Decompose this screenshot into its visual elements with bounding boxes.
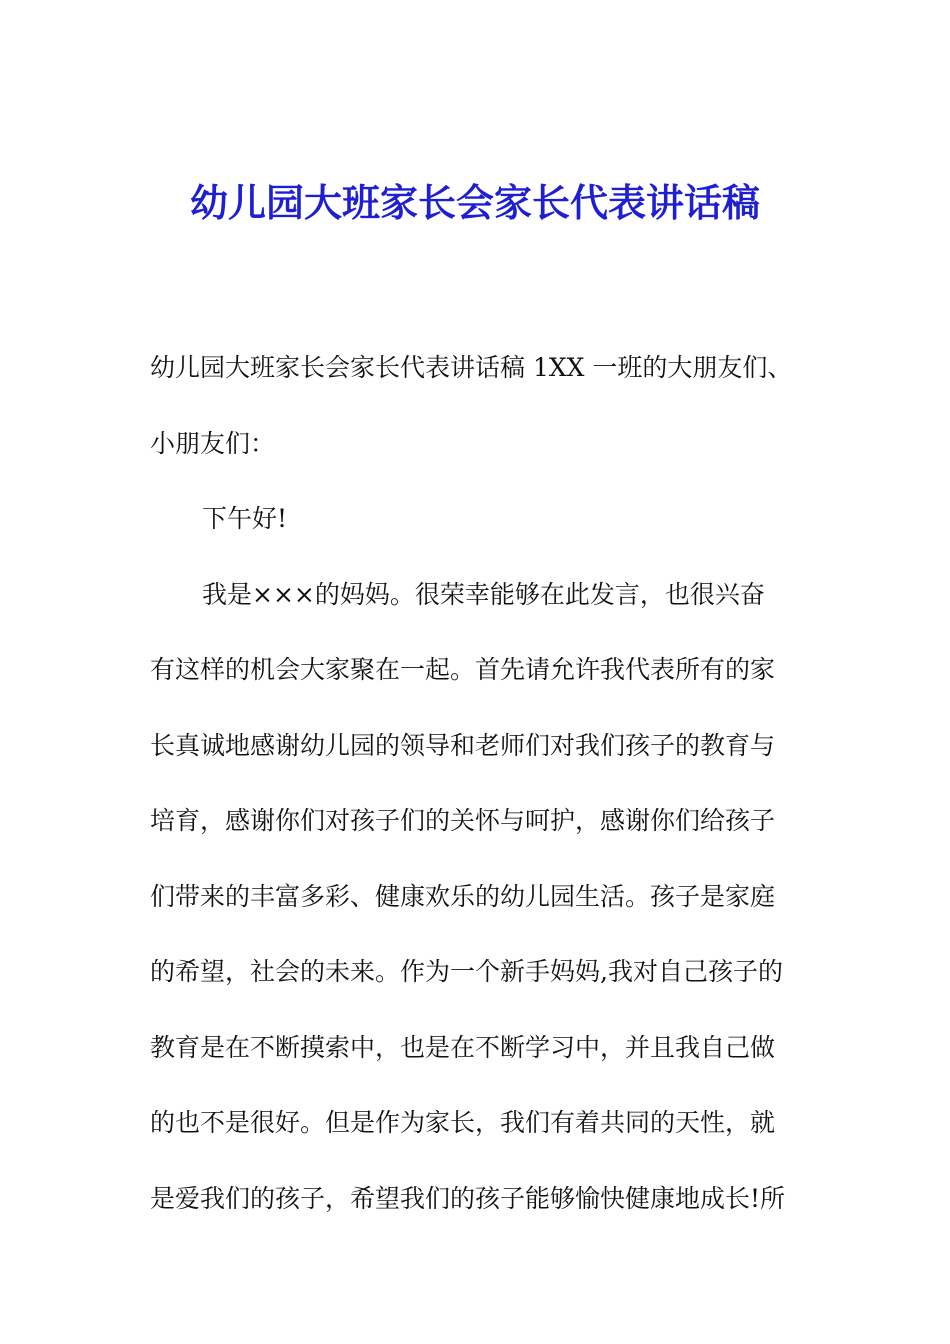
body-line: 的也不是很好。但是作为家长，我们有着共同的天性，就 <box>150 1108 776 1137</box>
body-line: 幼儿园大班家长会家长代表讲话稿 1XX 一班的大朋友们、 <box>150 353 793 382</box>
document-title: 幼儿园大班家长会家长代表讲话稿 <box>189 180 760 225</box>
body-line: 小朋友们： <box>150 428 276 458</box>
body-line: 有这样的机会大家聚在一起。首先请允许我代表所有的家 <box>150 655 776 684</box>
body-line: 是爱我们的孩子，希望我们的孩子能够愉快健康地成长!所 <box>150 1183 786 1213</box>
body-line: 们带来的丰富多彩、健康欢乐的幼儿园生活。孩子是家庭 <box>150 881 776 911</box>
document-body <box>150 330 810 1236</box>
body-line: 下午好! <box>202 504 288 533</box>
body-line: 长真诚地感谢幼儿园的领导和老师们对我们孩子的教育与 <box>150 730 776 760</box>
body-line: 培育，感谢你们对孩子们的关怀与呵护，感谢你们给孩子 <box>150 806 776 835</box>
body-line: 的希望，社会的未来。作为一个新手妈妈,我对自己孩子的 <box>150 957 783 986</box>
body-line: 我是×××的妈妈。很荣幸能够在此发言，也很兴奋 <box>202 579 765 609</box>
body-line: 教育是在不断摸索中，也是在不断学习中，并且我自己做 <box>150 1032 776 1062</box>
